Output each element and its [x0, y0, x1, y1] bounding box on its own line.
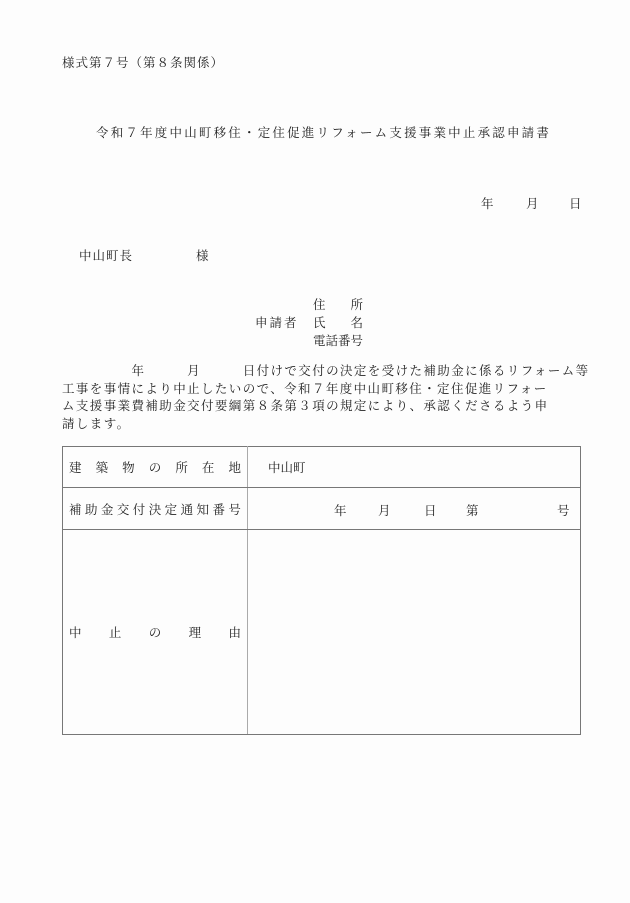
label-char: 所 [175, 460, 188, 475]
label-char: の [148, 460, 162, 475]
label-char: 在 [201, 460, 215, 475]
label-char: 物 [122, 460, 135, 475]
label-char: 号 [228, 501, 241, 517]
addressee-name: 中山町長 [79, 248, 134, 263]
form-number: 様式第７号（第８条関係） [62, 55, 225, 70]
application-table [62, 446, 581, 735]
request-body-text [62, 362, 590, 432]
label-char: 交 [116, 501, 130, 517]
notice-number-label [63, 488, 248, 530]
notice-day-label: 日 [424, 503, 437, 518]
applicant-address-label: 住 所 [313, 297, 364, 312]
body-line-3: ム支援事業費補助金交付要綱第８条第３項の規定により、承認くださるよう申 [62, 398, 549, 413]
label-char: 定 [164, 501, 178, 517]
cancel-reason-field[interactable] [248, 530, 581, 735]
table-row-cancel-reason [63, 530, 581, 735]
table-row-notice-number [63, 488, 581, 530]
label-char: の [148, 625, 162, 640]
notice-go-label: 号 [557, 503, 570, 518]
body-line-1: 年 月 日付けで交付の決定を受けた補助金に係るリフォーム等 [62, 363, 590, 378]
applicant-label: 申請者 [255, 315, 299, 330]
date-day-label: 日 [569, 196, 582, 211]
label-char: 付 [132, 501, 146, 517]
label-char: 知 [196, 501, 210, 517]
notice-year-label: 年 [334, 503, 347, 518]
label-char: 止 [108, 625, 122, 640]
label-char: 決 [148, 501, 162, 517]
label-char: 通 [180, 501, 194, 517]
notice-number-field[interactable] [248, 488, 581, 530]
label-char: 地 [228, 460, 241, 475]
label-char: 中 [69, 625, 82, 640]
label-char: 金 [100, 501, 114, 517]
body-line-4: 請します。 [62, 415, 131, 431]
label-char: 由 [228, 625, 241, 640]
label-char: 建 [69, 460, 82, 475]
building-location-label [63, 447, 248, 488]
page-title: 令和７年度中山町移住・定住促進リフォーム支援事業中止承認申請書 [96, 125, 552, 140]
addressee-honorific: 様 [196, 248, 209, 263]
notice-month-label: 月 [378, 503, 391, 518]
table-row-building-location [63, 447, 581, 488]
date-year-label: 年 [481, 196, 494, 211]
notice-dai-label: 第 [466, 503, 479, 518]
label-char: 番 [212, 501, 225, 517]
label-char: 築 [95, 460, 109, 475]
applicant-name-label: 氏 名 [313, 315, 364, 330]
body-line-2: 工事を事情により中止したいので、令和７年度中山町移住・定住促進リフォー [62, 380, 548, 396]
label-char: 理 [188, 625, 202, 640]
label-char: 補 [69, 501, 82, 517]
building-location-field[interactable] [248, 447, 581, 488]
label-char: 助 [84, 501, 98, 517]
date-month-label: 月 [526, 196, 539, 211]
building-location-value: 中山町 [268, 460, 306, 475]
applicant-phone-label: 電話番号 [313, 333, 364, 348]
cancel-reason-label [63, 530, 248, 735]
